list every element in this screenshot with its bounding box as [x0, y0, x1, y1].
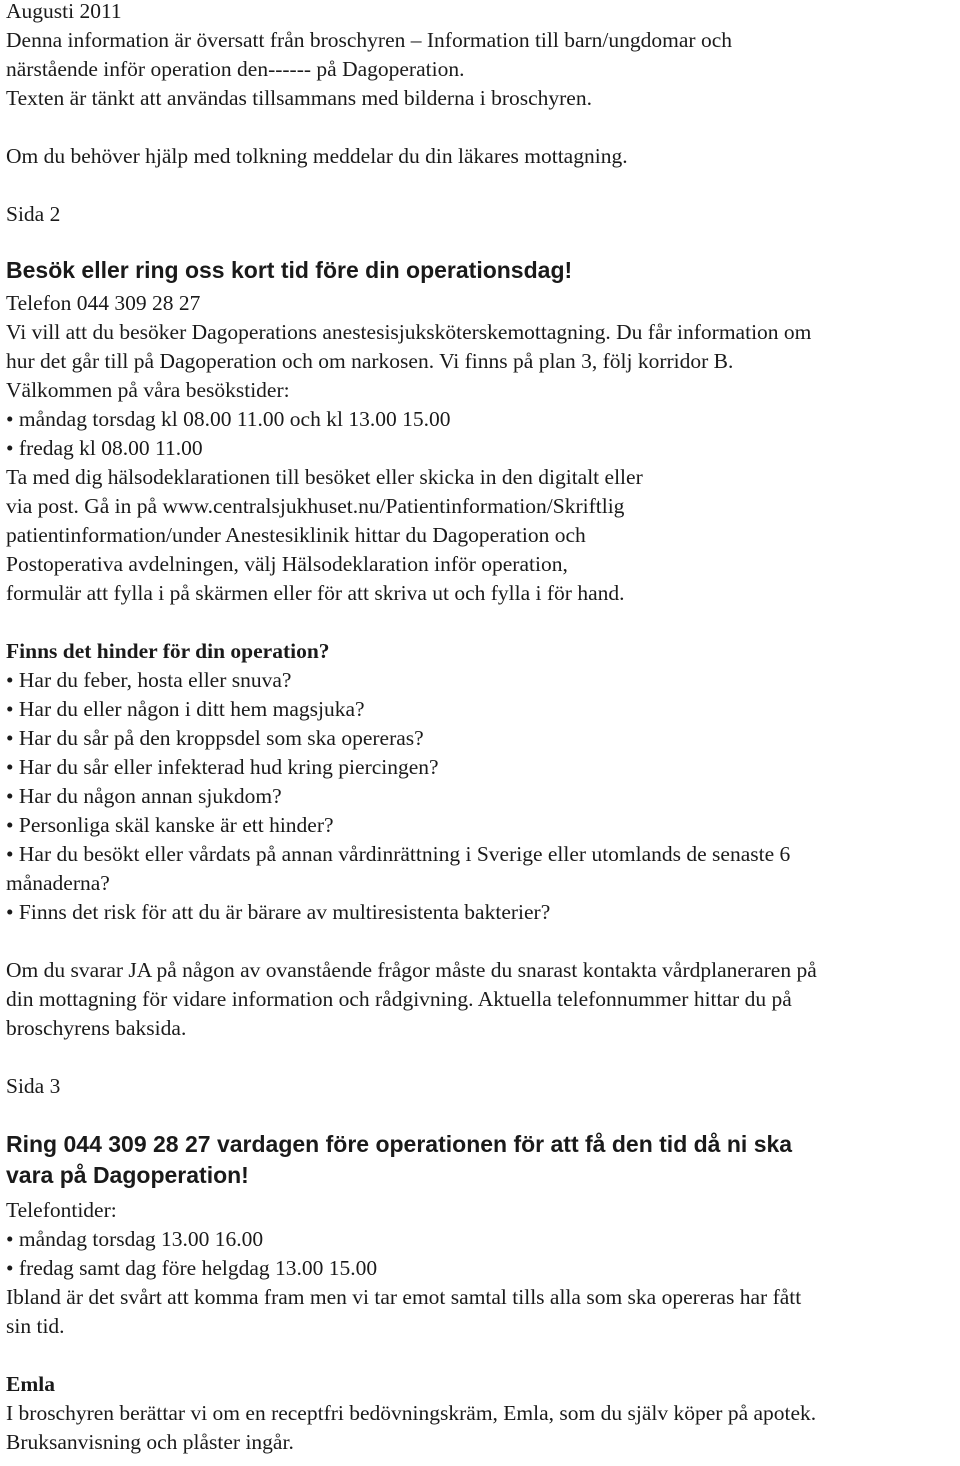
- note-line: Ibland är det svårt att komma fram men vi tar emot samtal tills alla som ska opereras har fått: [6, 1285, 802, 1309]
- visit-text-line: Välkommen på våra besökstider:: [6, 378, 290, 402]
- visit-hours-item: • måndag torsdag kl 08.00 11.00 och kl 13.00 15.00: [6, 405, 450, 434]
- hinder-item: • Har du sår på den kroppsdel som ska opereras?: [6, 724, 424, 753]
- hinder-item: • Personliga skäl kanske är ett hinder?: [6, 811, 334, 840]
- visit-hours-item: • fredag kl 08.00 11.00: [6, 434, 203, 463]
- phone-times-item: • fredag samt dag före helgdag 13.00 15.00: [6, 1254, 377, 1283]
- intro-line: närstående inför operation den------ på Dagoperation.: [6, 57, 465, 81]
- visit-text-line: hur det går till på Dagoperation och om narkosen. Vi finns på plan 3, följ korridor B.: [6, 349, 734, 373]
- hinder-item: • Har du feber, hosta eller snuva?: [6, 666, 291, 695]
- declaration-line: via post. Gå in på www.centralsjukhuset.nu/Patientinformation/Skriftlig: [6, 494, 625, 518]
- note-line: sin tid.: [6, 1314, 65, 1338]
- ja-text-line: din mottagning för vidare information och rådgivning. Aktuella telefonnummer hittar du på: [6, 987, 792, 1011]
- ja-text-line: broschyrens baksida.: [6, 1016, 187, 1040]
- declaration-line: Postoperativa avdelningen, välj Hälsodeklaration inför operation,: [6, 552, 568, 576]
- hinder-item: • Har du någon annan sjukdom?: [6, 782, 282, 811]
- visit-text-line: Vi vill att du besöker Dagoperations anestesisjuksköterskemottagning. Du får information om: [6, 320, 812, 344]
- intro-line: Denna information är översatt från broschyren – Information till barn/ungdomar och: [6, 28, 732, 52]
- emla-heading: Emla: [6, 1372, 55, 1396]
- emla-text-line: Bruksanvisning och plåster ingår.: [6, 1430, 294, 1454]
- page-label-sida-2: Sida 2: [6, 202, 61, 226]
- hinder-item-continuation: månaderna?: [6, 871, 110, 895]
- section-heading-call: vara på Dagoperation!: [6, 1162, 249, 1188]
- emla-text-line: I broschyren berättar vi om en receptfri bedövningskräm, Emla, som du själv köper på apotek.: [6, 1401, 817, 1425]
- phone-times-item: • måndag torsdag 13.00 16.00: [6, 1225, 263, 1254]
- page-label-sida-3: Sida 3: [6, 1074, 61, 1098]
- phone-times-label: Telefontider:: [6, 1198, 117, 1222]
- hinder-item: • Har du eller någon i ditt hem magsjuka?: [6, 695, 365, 724]
- section-heading-visit: Besök eller ring oss kort tid före din operationsdag!: [6, 257, 573, 283]
- hinder-heading: Finns det hinder för din operation?: [6, 639, 330, 663]
- intro-line: Texten är tänkt att användas tillsammans med bilderna i broschyren.: [6, 86, 592, 110]
- declaration-line: formulär att fylla i på skärmen eller för att skriva ut och fylla i för hand.: [6, 581, 625, 605]
- help-text: Om du behöver hjälp med tolkning meddelar du din läkares mottagning.: [6, 144, 628, 168]
- phone-number: Telefon 044 309 28 27: [6, 291, 201, 315]
- section-heading-call: Ring 044 309 28 27 vardagen före operationen för att få den tid då ni ska: [6, 1131, 793, 1157]
- hinder-item: • Har du besökt eller vårdats på annan vårdinrättning i Sverige eller utomlands de senaste 6: [6, 840, 790, 869]
- declaration-line: Ta med dig hälsodeklarationen till besöket eller skicka in den digitalt eller: [6, 465, 643, 489]
- hinder-item: • Finns det risk för att du är bärare av multiresistenta bakterier?: [6, 898, 550, 927]
- hinder-item: • Har du sår eller infekterad hud kring piercingen?: [6, 753, 439, 782]
- declaration-line: patientinformation/under Anestesiklinik hittar du Dagoperation och: [6, 523, 586, 547]
- ja-text-line: Om du svarar JA på någon av ovanstående frågor måste du snarast kontakta vårdplaneraren på: [6, 958, 817, 982]
- document-date: Augusti 2011: [6, 0, 122, 23]
